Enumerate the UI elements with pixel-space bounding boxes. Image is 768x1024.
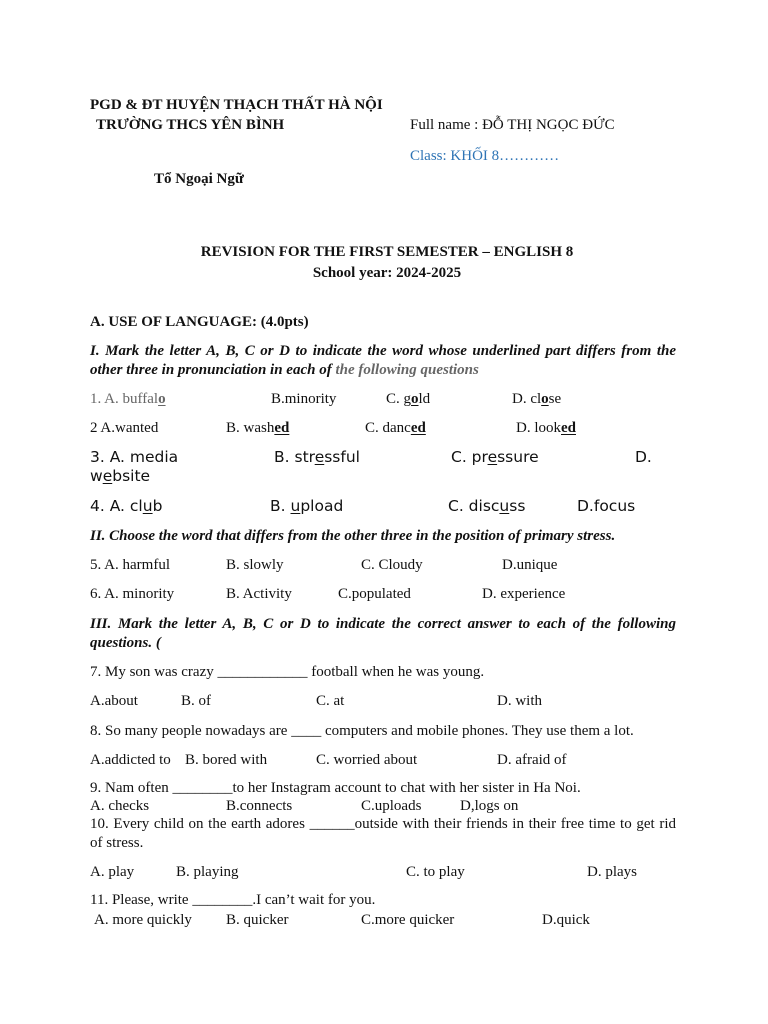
q7-option-b: B. of — [181, 693, 211, 709]
q9-option-d: D,logs on — [460, 798, 519, 814]
q8-option-a: A.addicted to — [90, 752, 171, 768]
q5-option-a: 5. A. harmful — [90, 557, 170, 573]
q6-option-b: B. Activity — [226, 586, 292, 602]
q8-stem: 8. So many people nowadays are ____ computers and mobile phones. They use them a lot. — [90, 723, 634, 739]
full-name: Full name : ĐỖ THỊ NGỌC ĐỨC — [410, 117, 615, 133]
q1-option-b: B.minority — [271, 391, 337, 407]
q8-option-c: C. worried about — [316, 752, 418, 768]
q4-option-d: D.focus — [577, 497, 636, 515]
q4-option-c: C. discuss — [448, 497, 526, 515]
q10-option-b: B. playing — [176, 864, 239, 880]
q9-option-c: C.uploads — [361, 798, 422, 814]
q10-option-a: A. play — [90, 864, 135, 880]
q7-option-a: A.about — [90, 693, 138, 709]
q4-option-b: B. upload — [270, 497, 344, 515]
school-name: TRƯỜNG THCS YÊN BÌNH — [96, 117, 285, 133]
part1-instruction-text: I. Mark the letter A, B, C or D to indicate the word whose underlined part differs from the other three in pronunciation in each of — [90, 343, 676, 378]
q5-option-c: C. Cloudy — [361, 557, 423, 573]
q11-option-b: B. quicker — [226, 912, 289, 928]
class-label: Class: KHỐI 8………… — [410, 148, 560, 164]
q9-stem: 9. Nam often ________to her Instagram account to chat with her sister in Ha Noi. — [90, 780, 581, 796]
q3-option-d-word: website — [90, 467, 151, 485]
part3-instruction: III. Mark the letter A, B, C or D to indicate the correct answer to each of the following questions. ( — [90, 616, 676, 651]
q7-option-c: C. at — [316, 693, 345, 709]
q11-option-a: A. more quickly — [94, 912, 192, 928]
q10-stem: 10. Every child on the earth adores ______outside with their friends in their free time to get rid of stress. — [90, 816, 676, 851]
q1-option-a: 1. A. buffalo — [90, 391, 166, 407]
q8-option-d: D. afraid of — [497, 752, 567, 768]
q9-option-a: A. checks — [90, 798, 150, 814]
q8-option-b: B. bored with — [185, 752, 268, 768]
q4-option-a: 4. A. club — [90, 497, 163, 515]
q11-option-d: D.quick — [542, 912, 590, 928]
q1-option-c: C. gold — [386, 391, 431, 407]
part2-instruction: II. Choose the word that differs from the other three in the position of primary stress. — [90, 528, 616, 544]
school-year: School year: 2024-2025 — [312, 265, 462, 281]
q2-option-c: C. danced — [365, 420, 426, 436]
q3-option-b: B. stressful — [274, 448, 360, 466]
q9-option-b: B.connects — [226, 798, 293, 814]
q3-option-d: D. — [635, 448, 652, 466]
q10-option-c: C. to play — [406, 864, 465, 880]
department-name: PGD & ĐT HUYỆN THẠCH THẤT HÀ NỘI — [90, 97, 383, 113]
document-title: REVISION FOR THE FIRST SEMESTER – ENGLISH 8 — [200, 244, 574, 260]
q5-option-b: B. slowly — [226, 557, 284, 573]
q2-option-b: B. washed — [226, 420, 290, 436]
subject-group: Tổ Ngoại Ngữ — [154, 171, 244, 187]
q11-stem: 11. Please, write ________.I can’t wait for you. — [90, 892, 376, 908]
q7-stem: 7. My son was crazy ____________ football when he was young. — [90, 664, 485, 680]
part1-instruction — [90, 342, 676, 380]
q2-option-d: D. looked — [516, 420, 576, 436]
q6-option-c: C.populated — [338, 586, 411, 602]
q1-a-underlined: o — [158, 391, 166, 407]
q3-option-c: C. pressure — [451, 448, 539, 466]
q7-option-d: D. with — [497, 693, 542, 709]
q6-option-d: D. experience — [482, 586, 566, 602]
q1-option-d: D. close — [512, 391, 562, 407]
q2-option-a: 2 A.wanted — [90, 420, 159, 436]
q5-option-d: D.unique — [502, 557, 558, 573]
q3-option-a: 3. A. media — [90, 448, 179, 466]
q11-option-c: C.more quicker — [361, 912, 455, 928]
part1-instruction-tail: the following questions — [335, 362, 479, 378]
q10-option-d: D. plays — [587, 864, 637, 880]
section-heading: A. USE OF LANGUAGE: (4.0pts) — [90, 314, 309, 330]
q6-option-a: 6. A. minority — [90, 586, 175, 602]
